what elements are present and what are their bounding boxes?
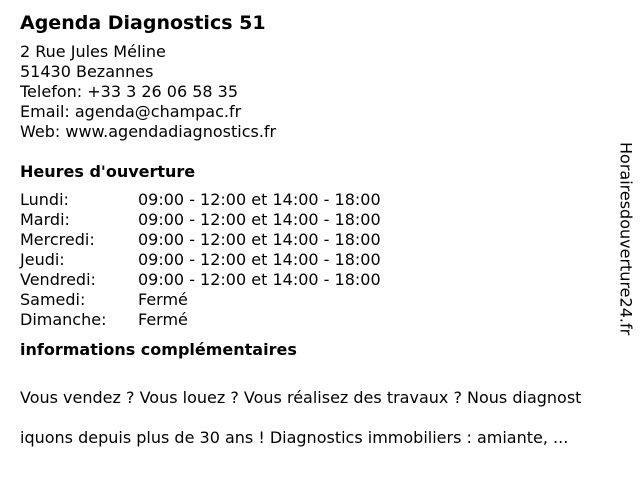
hours-time-monday: 09:00 - 12:00 et 14:00 - 18:00	[138, 190, 381, 209]
phone-line[interactable]: Telefon: +33 3 26 06 58 35	[20, 82, 239, 101]
site-watermark	[614, 134, 638, 344]
address-line1: 2 Rue Jules Méline	[20, 42, 166, 61]
business-card	[20, 10, 618, 468]
hours-day-thursday: Jeudi:	[20, 250, 65, 269]
hours-time-wednesday: 09:00 - 12:00 et 14:00 - 18:00	[138, 230, 381, 249]
hours-title: Heures d'ouverture	[20, 162, 196, 181]
site-watermark-text: Horairesdouverture24.fr	[616, 142, 636, 336]
hours-day-friday: Vendredi:	[20, 270, 96, 289]
hours-table	[20, 190, 618, 330]
info-text	[20, 368, 618, 468]
email-line[interactable]: Email: agenda@champac.fr	[20, 102, 242, 121]
business-name: Agenda Diagnostics 51	[20, 12, 266, 34]
hours-day-saturday: Samedi:	[20, 290, 86, 309]
hours-day-monday: Lundi:	[20, 190, 69, 209]
hours-day-tuesday: Mardi:	[20, 210, 70, 229]
info-text-line2: iquons depuis plus de 30 ans ! Diagnostics immobiliers : amiante, ...	[20, 428, 569, 447]
hours-day-sunday: Dimanche:	[20, 310, 107, 329]
hours-time-thursday: 09:00 - 12:00 et 14:00 - 18:00	[138, 250, 381, 269]
info-title: informations complémentaires	[20, 340, 297, 359]
hours-time-saturday: Fermé	[138, 290, 188, 309]
address-line2: 51430 Bezannes	[20, 62, 154, 81]
hours-time-sunday: Fermé	[138, 310, 188, 329]
hours-time-tuesday: 09:00 - 12:00 et 14:00 - 18:00	[138, 210, 381, 229]
info-text-line1: Vous vendez ? Vous louez ? Vous réalisez des travaux ? Nous diagnost	[20, 388, 582, 407]
hours-time-friday: 09:00 - 12:00 et 14:00 - 18:00	[138, 270, 381, 289]
hours-day-wednesday: Mercredi:	[20, 230, 95, 249]
web-line[interactable]: Web: www.agendadiagnostics.fr	[20, 122, 277, 141]
